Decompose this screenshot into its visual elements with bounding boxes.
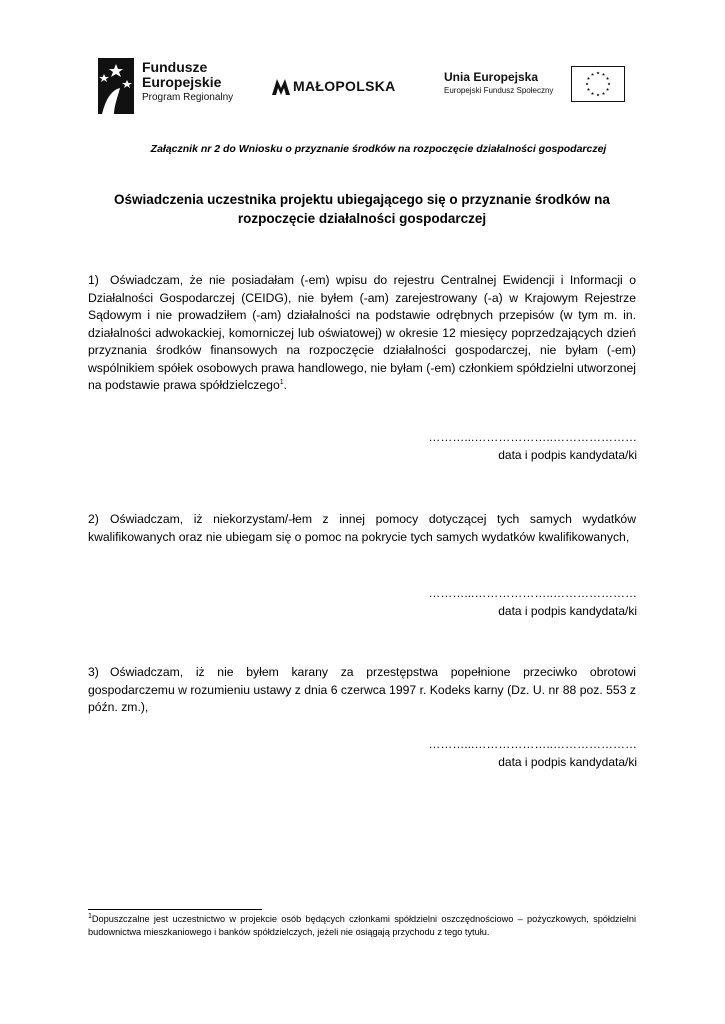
statement-1-end: . xyxy=(283,378,288,392)
signature-label-3: data i podpis kandydata/ki xyxy=(498,755,637,769)
footnote xyxy=(88,913,636,938)
statement-1 xyxy=(88,272,636,395)
footnote-text: Dopuszczalne jest uczestnictwo w projekcie osób będących członkami spółdzielni oszczędnościowo – pożyczkowych, spółdzielni budownictwa mieszkaniowego i banków spółdzielczych, jeżeli nie osiągają przychodu z tego tytułu. xyxy=(88,914,636,937)
statement-2 xyxy=(88,511,636,546)
signature-block-3 xyxy=(337,735,637,771)
eu-logo-text xyxy=(444,70,553,97)
eu-logo-line1: Unia Europejska xyxy=(444,70,539,84)
signature-dots-1: ………...………………..………………… xyxy=(428,430,637,444)
fundusze-europejskie-logo xyxy=(98,58,258,114)
signature-label-2: data i podpis kandydata/ki xyxy=(498,604,637,618)
malopolska-logo-text: MAŁOPOLSKA xyxy=(293,78,396,94)
signature-dots-2: ………...………………..………………… xyxy=(428,586,637,600)
malopolska-mark-icon xyxy=(271,76,291,96)
statement-2-text: Oświadczam, iż niekorzystam/-łem z innej pomocy dotyczącej tych samych wydatków kwalifikowanych oraz nie ubiegam się o pomoc na pokrycie tych samych wydatków kwalifikowanych, xyxy=(88,512,636,544)
fe-logo-line3: Program Regionalny xyxy=(142,92,234,103)
annex-heading: Załącznik nr 2 do Wniosku o przyznanie środków na rozpoczęcie działalności gospodarczej xyxy=(150,143,607,155)
statement-3-number: 3) xyxy=(88,665,99,679)
statement-3 xyxy=(88,664,636,717)
eu-flag-icon xyxy=(571,66,625,102)
statement-2-number: 2) xyxy=(88,512,99,526)
signature-label-1: data i podpis kandydata/ki xyxy=(498,448,637,462)
header-logos xyxy=(98,58,628,114)
signature-block-1 xyxy=(337,428,637,464)
signature-dots-3: ………...………………..………………… xyxy=(428,737,637,751)
eu-logo-line2: Europejski Fundusz Społeczny xyxy=(444,86,554,95)
statement-1-text: Oświadczam, że nie posiadałam (-em) wpisu do rejestru Centralnej Ewidencji i Informacji o Działalności Gospodarczej (CEIDG), nie byłem (-am) zarejestrowany (-a) w Krajowym Rejestrze Sądowym i nie prowadziłem (-am) działalności na podstawie odrębnych przepisów (w tym m. in. działalności adwokackiej, komorniczej lub oświatowej) w okresie 12 miesięcy poprzedzających dzień przyznania środków finansowych na rozpoczęcie działalności gospodarczej, nie byłam (-em) wspólnikiem spółek osobowych prawa handlowego, nie byłam (-em) członkiem spółdzielni utworzonej na podstawie prawa spółdzielczego xyxy=(88,273,636,392)
fundusze-europejskie-mark-icon xyxy=(98,58,134,114)
statement-3-text: Oświadczam, iż nie byłem karany za przestępstwa popełnione przeciwko obrotowi gospodarczemu w rozumieniu ustawy z dnia 6 czerwca 1997 r. Kodeks karny (Dz. U. nr 88 poz. 553 z późn. zm.), xyxy=(88,665,636,714)
footnote-number: 1 xyxy=(88,912,92,920)
footnote-ref-1: 1 xyxy=(279,378,284,386)
signature-block-2 xyxy=(337,584,637,620)
fe-logo-line1: Fundusze xyxy=(142,59,208,75)
footnote-separator xyxy=(88,909,262,910)
document-title: Oświadczenia uczestnika projektu ubiegającego się o przyznanie środków na rozpoczęcie działalności gospodarczej xyxy=(114,192,610,226)
fe-logo-line2: Europejskie xyxy=(142,74,222,90)
statement-1-number: 1) xyxy=(88,273,99,287)
